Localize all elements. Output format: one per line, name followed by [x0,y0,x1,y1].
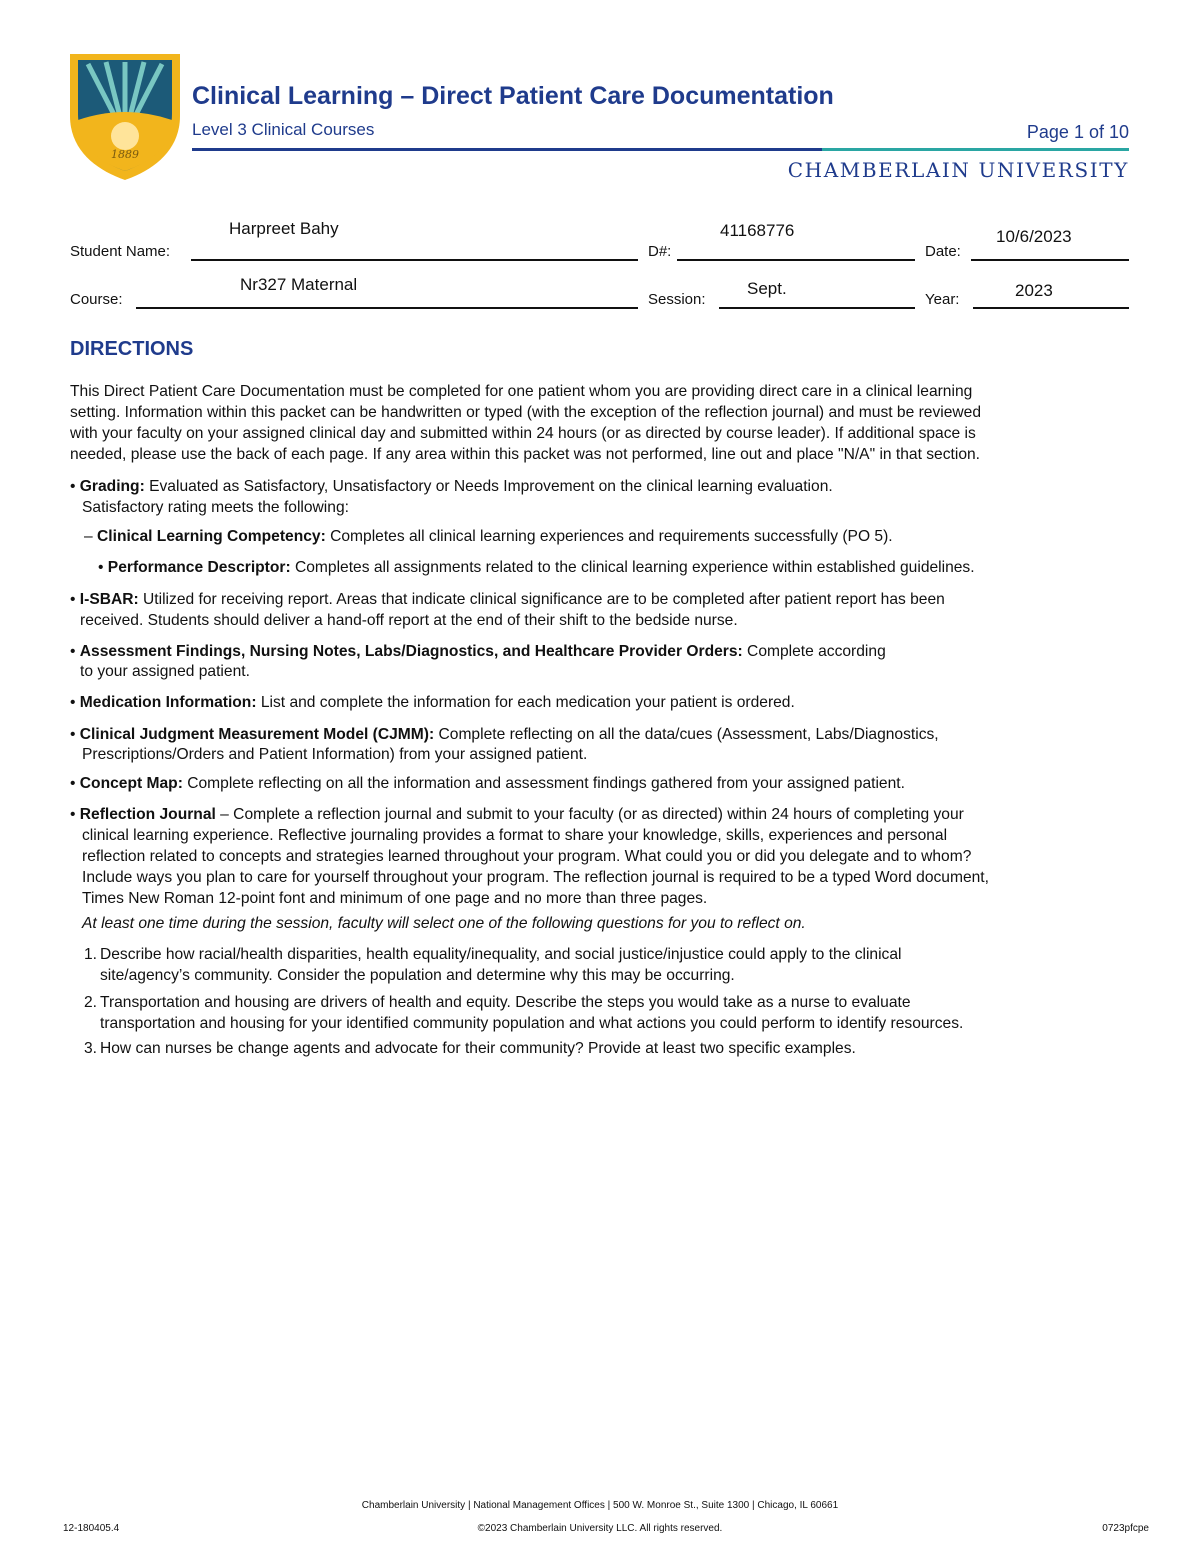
header-rule-blue [192,148,822,151]
session-label: Session: [648,291,706,308]
id-value: 41168776 [720,221,795,240]
cjmm-text: Complete reflecting on all the data/cues (Assessment, Labs/Diagnostics, [434,726,939,743]
student-name-field[interactable] [191,259,638,261]
question-line: transportation and housing for your identified community population and what actions you could perform to identify resources. [100,1015,964,1032]
intro-line: This Direct Patient Care Documentation must be completed for one patient whom you are providing direct care in a clinical learning [70,383,973,400]
italic-note: At least one time during the session, faculty will select one of the following questions for you to reflect on. [82,915,806,932]
directions-heading: DIRECTIONS [70,338,194,360]
bullet-competency: – Clinical Learning Competency: Completes all clinical learning experiences and requirements successfully (PO 5). [84,528,893,545]
assessment-label: Assessment Findings, Nursing Notes, Labs/Diagnostics, and Healthcare Provider Orders: [79,643,743,660]
page-subtitle: Level 3 Clinical Courses [192,120,375,139]
concept-map-text: Complete reflecting on all the information and assessment findings gathered from your assigned patient. [182,775,905,792]
student-name-value: Harpreet Bahy [229,219,339,238]
chamberlain-logo-shield [66,50,184,182]
competency-text: Completes all clinical learning experiences and requirements successfully (PO 5). [325,528,893,545]
id-label: D#: [648,243,672,260]
question-line: Describe how racial/health disparities, health equality/inequality, and social justice/injustice could apply to the clinical [100,946,902,963]
intro-line: setting. Information within this packet can be handwritten or typed (with the exception of the reflection journal) and must be reviewed [70,404,982,421]
grading-text-2: Satisfactory rating meets the following: [82,499,349,516]
student-name-label: Student Name: [70,243,171,260]
date-field[interactable] [971,259,1129,261]
intro-line: with your faculty on your assigned clinical day and submitted within 24 hours (or as directed by course leader). If additional space is [70,425,976,442]
date-label: Date: [925,243,961,260]
bullet-medication: • Medication Information: List and complete the information for each medication your patient is ordered. [70,694,795,711]
page-number: Page 1 of 10 [1026,122,1129,142]
reflection-line: reflection related to concepts and strategies learned throughout your program. What could you or did you delegate and to whom? [82,848,972,865]
year-label: Year: [925,291,960,308]
bullet-reflection: • Reflection Journal – Complete a reflection journal and submit to your faculty (or as directed) within 24 hours of completing your [70,806,964,823]
university-wordmark: CHAMBERLAIN UNIVERSITY [787,158,1129,182]
cjmm-text-2: Prescriptions/Orders and Patient Information) from your assigned patient. [82,746,588,763]
course-value: Nr327 Maternal [240,275,358,294]
intro-line: needed, please use the back of each page. If any area within this packet was not performed, line out and place "N/A" in that section. [70,446,981,463]
footer-copyright: ©2023 Chamberlain University LLC. All rights reserved. [477,1523,723,1534]
year-field[interactable] [973,307,1129,309]
date-value: 10/6/2023 [996,227,1072,246]
year-value: 2023 [1015,281,1053,300]
question-line: How can nurses be change agents and advocate for their community? Provide at least two specific examples. [100,1040,856,1057]
concept-map-label: Concept Map: [79,775,183,792]
question-number: 3. [84,1040,98,1057]
competency-label: Clinical Learning Competency: [97,528,326,545]
question-line: Transportation and housing are drivers of health and equity. Describe the steps you would take as a nurse to evaluate [100,994,911,1011]
reflection-text: – Complete a reflection journal and submit to your faculty (or as directed) within 24 hours of completing your [215,806,964,823]
assessment-text-2: to your assigned patient. [80,663,250,680]
isbar-text: Utilized for receiving report. Areas that indicate clinical significance are to be completed after patient report has been [138,591,945,608]
question-line: site/agency’s community. Consider the population and determine why this may be occurring. [100,967,735,984]
bullet-assessment: • Assessment Findings, Nursing Notes, Labs/Diagnostics, and Healthcare Provider Orders: Complete according [70,643,886,660]
bullet-grading: • Grading: Evaluated as Satisfactory, Unsatisfactory or Needs Improvement on the clinical learning evaluation. [70,478,833,495]
page-title: Clinical Learning – Direct Patient Care Documentation [192,82,834,110]
id-field[interactable] [677,259,915,261]
reflection-label: Reflection Journal [79,806,216,823]
medication-text: List and complete the information for each medication your patient is ordered. [256,694,795,711]
reflection-line: clinical learning experience. Reflective journaling provides a format to share your knowledge, skills, experiences and personal [82,827,948,844]
question-number: 2. [84,994,98,1011]
descriptor-text: Completes all assignments related to the clinical learning experience within established guidelines. [290,559,975,576]
footer-address: Chamberlain University | National Management Offices | 500 W. Monroe St., Suite 1300 | Chicago, IL 60661 [361,1500,839,1511]
course-field[interactable] [136,307,638,309]
bullet-cjmm: • Clinical Judgment Measurement Model (CJMM): Complete reflecting on all the data/cues (Assessment, Labs/Diagnostics, [70,726,939,743]
session-field[interactable] [719,307,915,309]
bullet-isbar: • I-SBAR: Utilized for receiving report. Areas that indicate clinical significance are to be completed after patient report has been [70,591,945,608]
bullet-descriptor: • Performance Descriptor: Completes all assignments related to the clinical learning experience within established guidelines. [98,559,975,576]
descriptor-label: Performance Descriptor: [107,559,291,576]
grading-text: Evaluated as Satisfactory, Unsatisfactory or Needs Improvement on the clinical learning evaluation. [144,478,833,495]
session-value: Sept. [747,279,787,298]
isbar-text-2: received. Students should deliver a hand-off report at the end of their shift to the bedside nurse. [80,612,738,629]
logo-year: 1889 [111,148,139,161]
footer-version: 0723pfcpe [1102,1523,1149,1534]
assessment-text: Complete according [742,643,886,660]
reflection-line: Times New Roman 12-point font and minimum of one page and no more than three pages. [82,890,708,907]
grading-label: Grading: [79,478,145,495]
reflection-line: Include ways you plan to care for yourself throughout your program. The reflection journal is required to be a typed Word document, [82,869,989,886]
medication-label: Medication Information: [79,694,257,711]
footer-doc-code: 12-180405.4 [63,1523,120,1534]
cjmm-label: Clinical Judgment Measurement Model (CJMM): [79,726,435,743]
course-label: Course: [70,291,123,308]
isbar-label: I-SBAR: [79,591,139,608]
bullet-concept-map: • Concept Map: Complete reflecting on all the information and assessment findings gathered from your assigned patient. [70,775,905,792]
question-number: 1. [84,946,98,963]
header-rule-teal [822,148,1129,151]
